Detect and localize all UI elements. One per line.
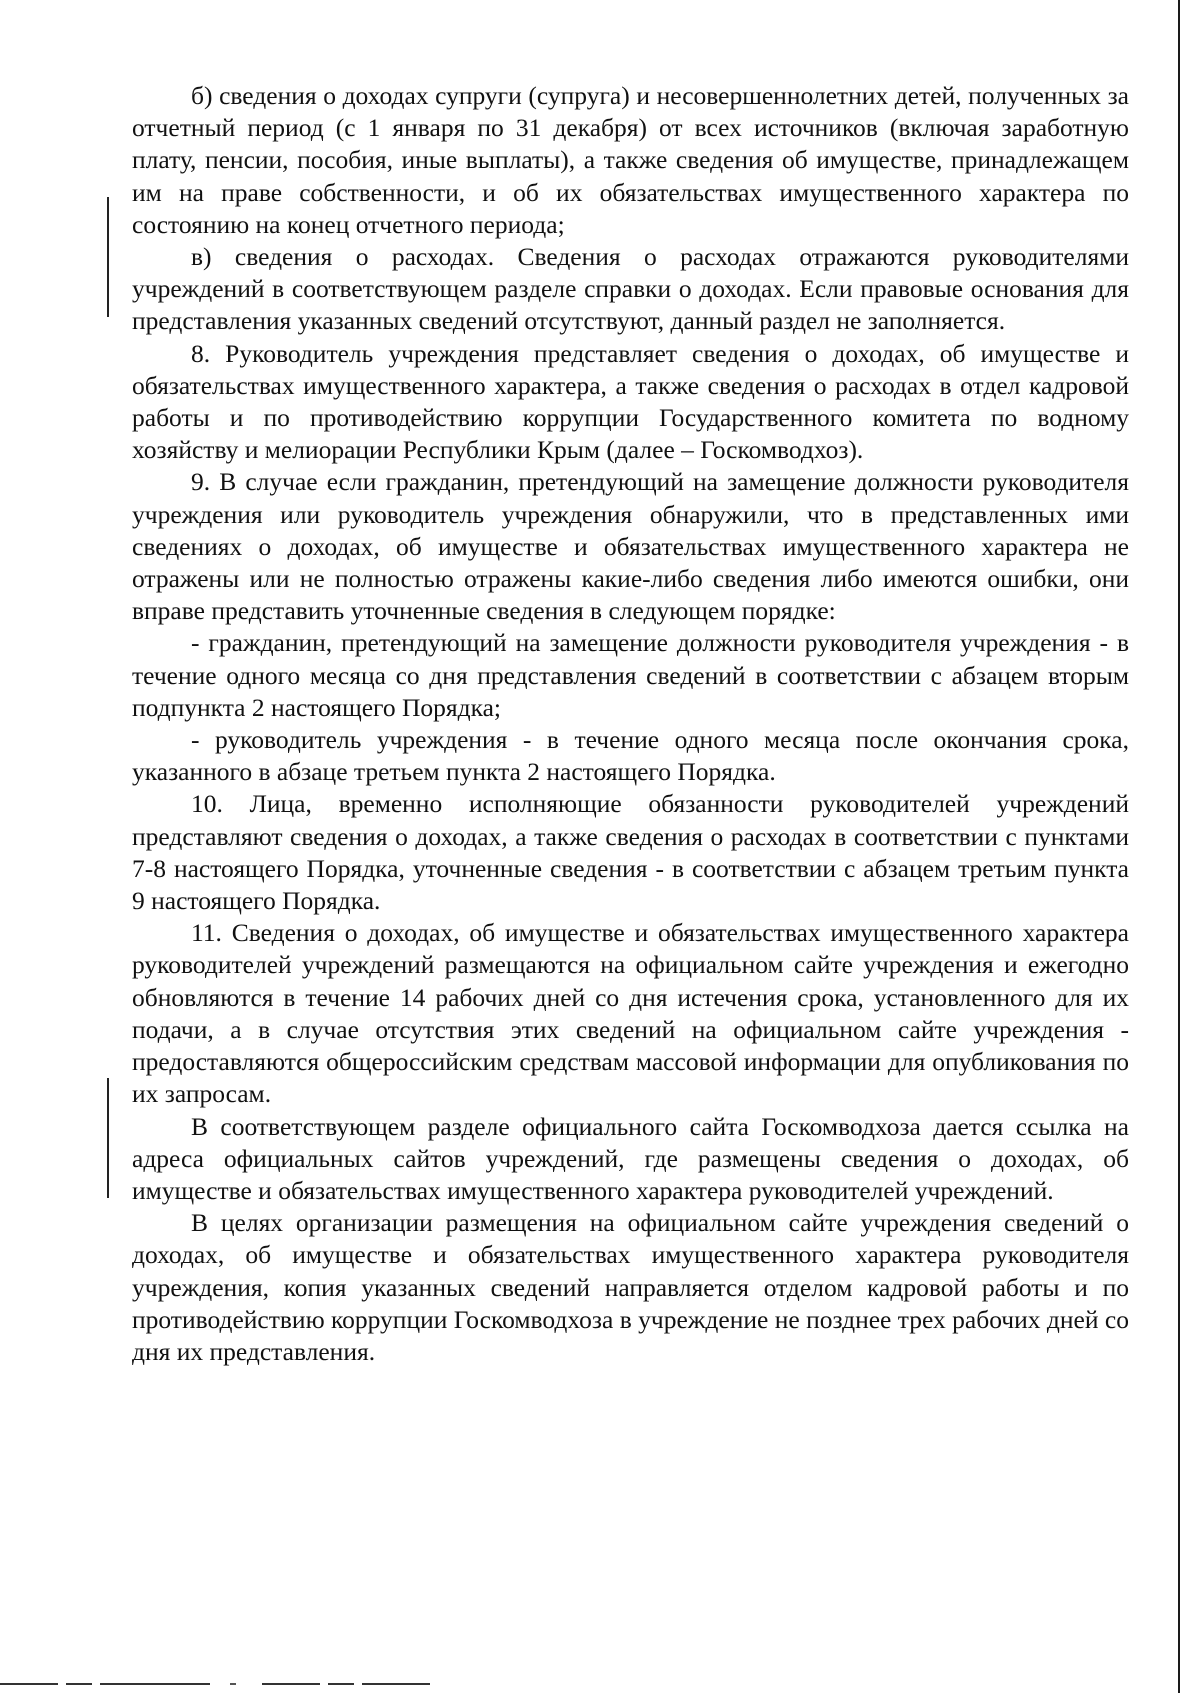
scan-artifact-dashes (0, 1683, 430, 1685)
revision-bar-top (107, 197, 109, 317)
paragraph-10: 10. Лица, временно исполняющие обязанности руководителей учреждений представляют сведения о доходах, а также сведения о расходах в соответствии с пунктами 7-8 настоящего Порядка, уточненные сведения - в соответствии с абзацем третьим пункта 9 настоящего Порядка. (132, 789, 1129, 916)
paragraph-9: 9. В случае если гражданин, претендующий на замещение должности руководителя учреждения или руководитель учреждения обнаружили, что в представленных ими сведениях о доходах, об имуществе и обязательствах имущественного характера не отражены или не полностью отражены какие-либо сведения либо имеются ошибки, они вправе представить уточненные сведения в следующем порядке: (132, 467, 1129, 626)
paragraph-v: в) сведения о расходах. Сведения о расходах отражаются руководителями учреждений в соответствующем разделе справки о доходах. Если правовые основания для представления указанных сведений отсутствуют, данный раздел не заполняется. (132, 242, 1129, 336)
document-body (132, 80, 1129, 1368)
paragraph-8: 8. Руководитель учреждения представляет сведения о доходах, об имуществе и обязательствах имущественного характера, а также сведения о расходах в отдел кадровой работы и по противодействию коррупции Государственного комитета по водному хозяйству и мелиорации Республики Крым (далее – Госкомводхоз). (132, 338, 1129, 465)
paragraph-11-sub-2: В целях организации размещения на официальном сайте учреждения сведений о доходах, об имуществе и обязательствах имущественного характера руководителя учреждения, копия указанных сведений направляется отделом кадровой работы и по противодействию коррупции Госкомводхоза в учреждение не позднее трех рабочих дней со дня их представления. (132, 1208, 1129, 1366)
paragraph-9-item-1: - гражданин, претендующий на замещение должности руководителя учреждения - в течение одного месяца со дня представления сведений в соответствии с абзацем вторым подпункта 2 настоящего Порядка; (132, 628, 1129, 722)
paragraph-b: б) сведения о доходах супруги (супруга) и несовершеннолетних детей, полученных за отчетный период (с 1 января по 31 декабря) от всех источников (включая заработную плату, пенсии, пособия, иные выплаты), а также сведения об имуществе, принадлежащем им на праве собственности, и об их обязательствах имущественного характера по состоянию на конец отчетного периода; (132, 81, 1129, 239)
page-edge-margin (1180, 0, 1200, 1693)
paragraph-11: 11. Сведения о доходах, об имуществе и обязательствах имущественного характера руководителей учреждений размещаются на официальном сайте учреждения и ежегодно обновляются в течение 14 рабочих дней со дня истечения срока, установленного для их подачи, а в случае отсутствия этих сведений на официальном сайте учреждения - предоставляются общероссийским средствам массовой информации для опубликования по их запросам. (132, 918, 1129, 1109)
paragraph-11-sub-1: В соответствующем разделе официального сайта Госкомводхоза дается ссылка на адреса официальных сайтов учреждений, где размещены сведения о доходах, об имуществе и обязательствах имущественного характера руководителей учреждений. (132, 1111, 1129, 1205)
revision-bar-bottom (107, 1078, 109, 1198)
paragraph-9-item-2: - руководитель учреждения - в течение одного месяца после окончания срока, указанного в абзаце третьем пункта 2 настоящего Порядка. (132, 725, 1129, 787)
